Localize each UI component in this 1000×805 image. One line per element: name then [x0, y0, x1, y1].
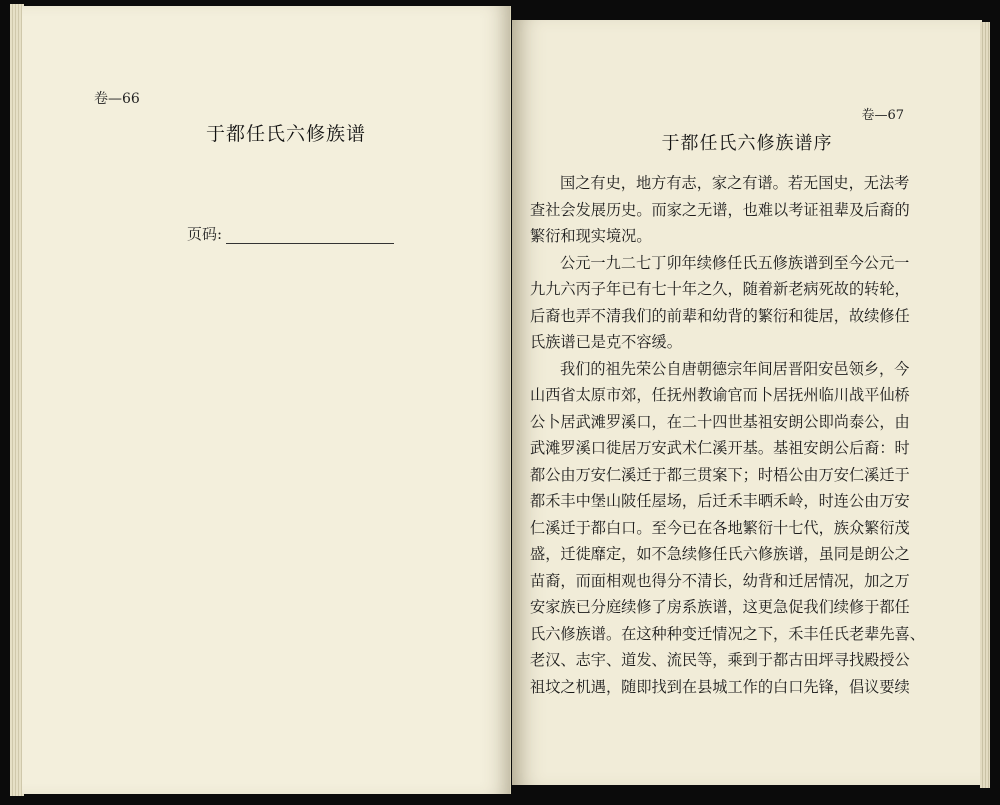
right-page-number: 卷—67 — [861, 108, 904, 123]
text-line: 公卜居武滩罗溪口，在二十四世基祖安朗公即尚泰公，由 — [530, 412, 910, 431]
preface-body-text — [530, 170, 940, 700]
page-code-field — [187, 223, 394, 244]
left-page-title: 于都任氏六修族谱 — [205, 123, 366, 145]
page-code-label: 页码: — [187, 225, 223, 243]
text-line: 后裔也弄不清我们的前辈和幼背的繁衍和徙居，故续修任 — [530, 306, 910, 325]
text-line: 都禾丰中堡山陂任屋场，后迁禾丰晒禾岭，时连公由万安 — [530, 492, 910, 510]
text-line: 国之有史，地方有志，家之有谱。若无国史，无法考 — [560, 174, 910, 192]
text-line: 我们的祖先荣公自唐朝德宗年间居晋阳安邑领乡，今 — [560, 359, 910, 378]
text-line: 繁衍和现实境况。 — [530, 227, 652, 245]
text-line: 查社会发展历史。而家之无谱，也难以考证祖辈及后裔的 — [530, 200, 910, 219]
left-page — [22, 6, 511, 794]
text-line: 公元一九二七丁卯年续修任氏五修族谱到至今公元一 — [560, 253, 910, 272]
right-page-edges — [980, 22, 990, 788]
text-line: 氏族谱已是克不容缓。 — [530, 333, 682, 351]
right-page — [512, 20, 982, 785]
text-line: 盛，迁徙靡定，如不急续修任氏六修族谱，虽同是朗公之 — [530, 545, 910, 563]
left-page-number: 卷—66 — [94, 91, 140, 107]
text-line: 老汉、志宇、道发、流民等，乘到于都古田坪寻找殿授公 — [530, 651, 910, 669]
text-line: 苗裔，而面相观也得分不清长，幼背和迁居情况，加之万 — [530, 571, 910, 590]
text-line: 九九六丙子年已有七十年之久，随着新老病死故的转轮， — [530, 280, 910, 298]
right-page-title: 于都任氏六修族谱序 — [661, 133, 833, 154]
text-line: 祖坟之机遇，随即找到在县城工作的白口先锋，倡议要续 — [530, 677, 910, 696]
text-line: 都公由万安仁溪迁于都三贯案下；时梧公由万安仁溪迁于 — [530, 465, 910, 484]
page-code-blank-line — [226, 227, 394, 244]
text-line: 山西省太原市郊，任抚州教谕官而卜居抚州临川战平仙桥 — [530, 386, 910, 404]
text-line: 武滩罗溪口徙居万安武术仁溪开基。基祖安朗公后裔：时 — [530, 439, 910, 457]
text-line: 安家族已分庭续修了房系族谱，这更急促我们续修于都任 — [530, 598, 910, 616]
text-line: 仁溪迁于都白口。至今已在各地繁衍十七代，族众繁衍茂 — [530, 518, 910, 537]
text-line: 氏六修族谱。在这种种变迁情况之下，禾丰任氏老辈先喜、 — [530, 624, 925, 643]
